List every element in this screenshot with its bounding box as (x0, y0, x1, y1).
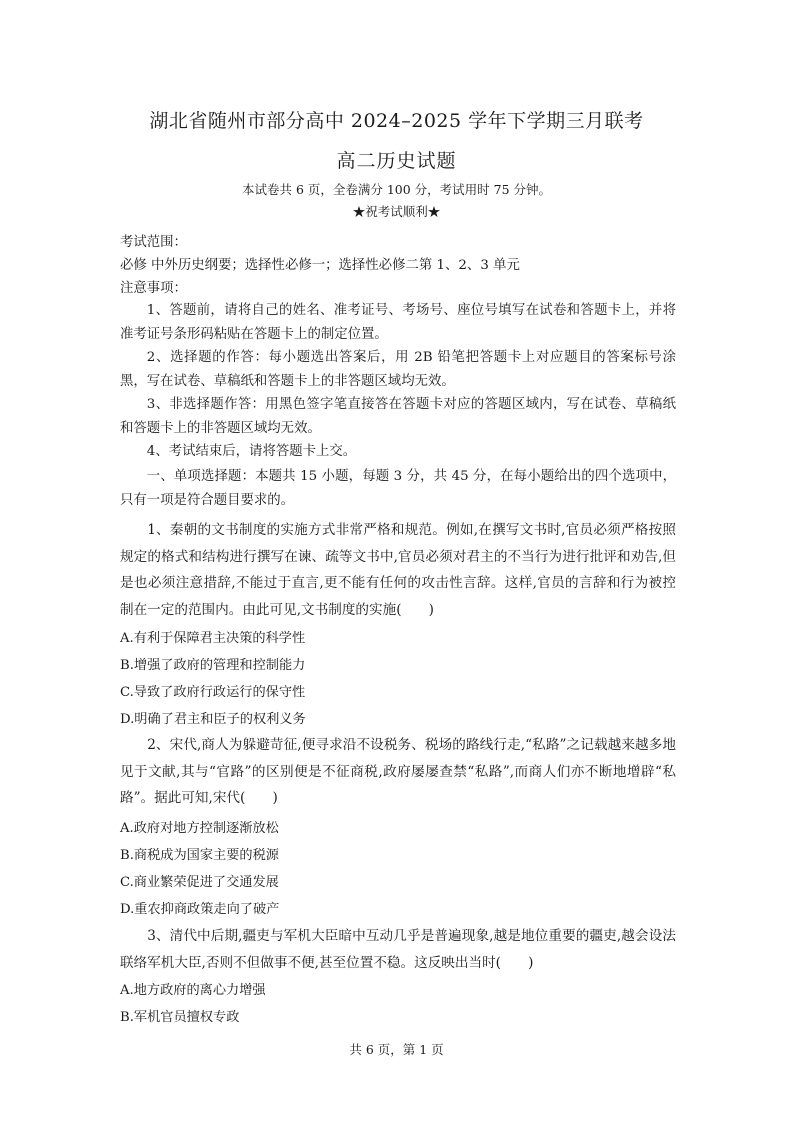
question-1-option-a: A.有利于保障君主决策的科学性 (120, 631, 306, 646)
scope-content: 必修 中外历史纲要；选择性必修一；选择性必修二第 1、2、3 单元 (120, 258, 520, 273)
notes-label: 注意事项： (120, 281, 187, 296)
question-1-option-c: C.导致了政府行政运行的保守性 (120, 685, 306, 700)
question-2-stem: 2、宋代,商人为躲避苛征,便寻求沿不设税务、税场的路线行走,“私路”之记载越来越多地见于文献,其与“官路”的区别便是不征商税,政府屡屡查禁“私路”,而商人们亦不断地增辟“私路”。据此可知,宋代( ) (120, 737, 676, 806)
question-3-option-a: A.地方政府的离心力增强 (120, 983, 266, 998)
question-2-option-d: D.重农抑商政策走向了破产 (120, 902, 280, 917)
page-footer: 共 6 页，第 1 页 (349, 1042, 444, 1057)
note-item-2: 2、选择题的作答：每小题选出答案后，用 2B 铅笔把答题卡上对应题目的答案标号涂黑，写在试卷、草稿纸和答题卡上的非答题区域均无效。 (120, 350, 676, 389)
exam-info: 本试卷共 6 页，全卷满分 100 分，考试用时 75 分钟。 (241, 182, 552, 197)
question-2-option-a: A.政府对地方控制逐渐放松 (120, 821, 279, 836)
question-2-option-b: B.商税成为国家主要的税源 (120, 848, 279, 863)
question-1-option-d: D.明确了君主和臣子的权利义务 (120, 712, 306, 727)
question-3-option-b: B.军机官员擅权专政 (120, 1010, 240, 1025)
question-1-option-b: B.增强了政府的管理和控制能力 (120, 658, 306, 673)
good-luck-line: ★祝考试顺利★ (352, 204, 441, 219)
note-item-4: 4、考试结束后，请将答题卡上交。 (146, 444, 357, 459)
question-1-stem: 1、秦朝的文书制度的实施方式非常严格和规范。例如,在撰写文书时,官员必须严格按照规定的格式和结构进行撰写在谏、疏等文书中,官员必须对君主的不当行为进行批评和劝告,但是也必须注意措辞,不能过于直言,更不能有任何的攻击性言辞。这样,官员的言辞和行为被控制在一定的范围内。由此可见,文书制度的实施( ) (120, 522, 676, 618)
scope-label: 考试范围： (120, 235, 187, 250)
section-one-intro: 一、单项选择题：本题共 15 小题，每题 3 分，共 45 分，在每小题给出的四个选项中，只有一项是符合题目要求的。 (120, 469, 676, 508)
question-3-stem: 3、清代中后期,疆吏与军机大臣暗中互动几乎是普遍现象,越是地位重要的疆吏,越会设法联络军机大臣,否则不但做事不便,甚至位置不稳。这反映出当时( ) (120, 928, 676, 971)
exam-subtitle: 高二历史试题 (336, 150, 457, 172)
exam-title: 湖北省随州市部分高中 2024–2025 学年下学期三月联考 (149, 110, 644, 132)
note-item-1: 1、答题前，请将自己的姓名、准考证号、考场号、座位号填写在试卷和答题卡上，并将准考证号条形码粘贴在答题卡上的制定位置。 (120, 303, 676, 342)
question-2-option-c: C.商业繁荣促进了交通发展 (120, 875, 279, 890)
note-item-3: 3、非选择题作答：用黑色签字笔直接答在答题卡对应的答题区域内，写在试卷、草稿纸和答题卡上的非答题区域均无效。 (120, 397, 676, 436)
